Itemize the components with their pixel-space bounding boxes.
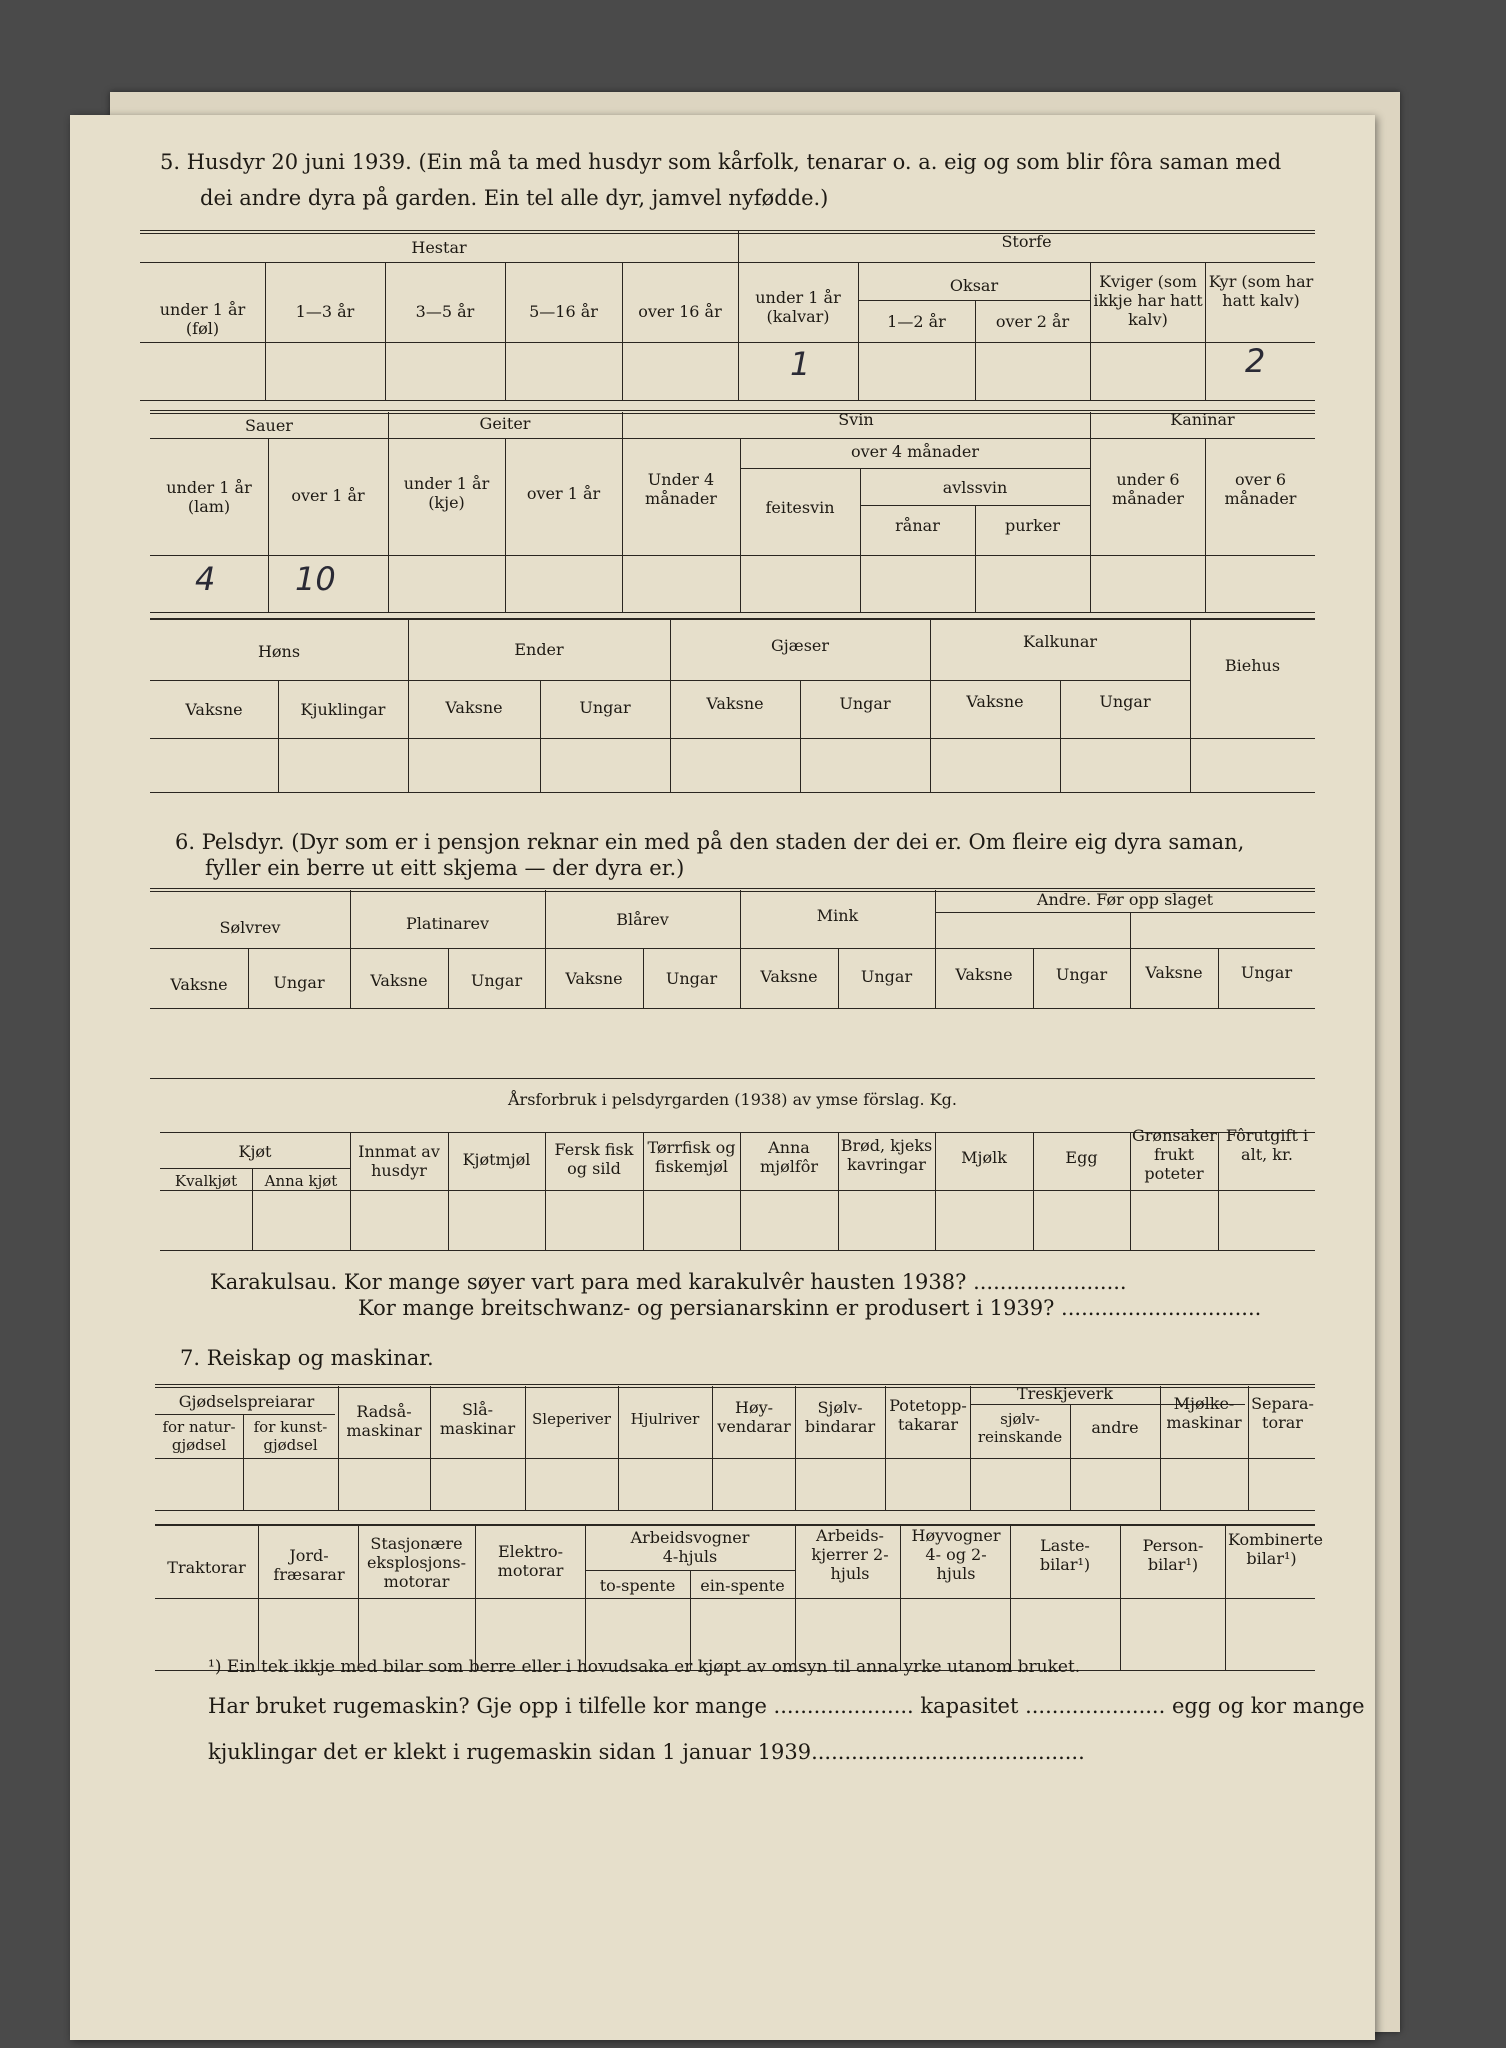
col-mink-ungar: Ungar xyxy=(860,967,913,986)
rule xyxy=(150,948,935,949)
col-jordfresarar: Jord- fræsarar xyxy=(273,1546,345,1585)
rule xyxy=(155,1524,1315,1526)
col-stasjonaere: Stasjonære eksplosjons- motorar xyxy=(366,1534,467,1592)
rule xyxy=(858,300,1090,301)
value-sau-over1: 10 xyxy=(295,560,336,598)
col-kyr: Kyr (som har hatt kalv) xyxy=(1208,272,1314,311)
col-purker: purker xyxy=(1004,516,1060,535)
col-torrfisk: Tørrfisk og fiskemjøl xyxy=(647,1138,736,1177)
divider xyxy=(350,1132,351,1250)
divider xyxy=(1190,620,1191,792)
col-gronsaker: Grønsaker frukt poteter xyxy=(1132,1126,1217,1184)
header-over4: over 4 månader xyxy=(850,442,980,461)
divider xyxy=(1225,1526,1226,1670)
header-gjaeser: Gjæser xyxy=(770,636,830,655)
divider xyxy=(712,1386,713,1510)
col-sjolvrein: sjølv- reinskande xyxy=(977,1410,1063,1446)
rule xyxy=(150,438,1315,439)
col-gjaeser-vaksne: Vaksne xyxy=(706,694,764,713)
divider xyxy=(643,1132,644,1250)
divider xyxy=(1130,912,1131,1008)
col-platinarev-ungar: Ungar xyxy=(470,971,523,990)
col-anna-kjot: Anna kjøt xyxy=(264,1172,338,1190)
col-ender-vaksne: Vaksne xyxy=(445,698,503,717)
header-platinarev: Platinarev xyxy=(406,914,489,933)
divider xyxy=(740,438,741,612)
divider xyxy=(1090,262,1091,400)
divider xyxy=(1120,1526,1121,1670)
col-radsa: Radså- maskinar xyxy=(346,1402,422,1441)
divider xyxy=(738,230,739,400)
divider xyxy=(885,1386,886,1510)
header-geiter: Geiter xyxy=(479,414,531,433)
value-lam: 4 xyxy=(195,560,216,598)
divider xyxy=(338,1386,339,1510)
col-kanin-over6: over 6 månader xyxy=(1224,470,1297,509)
col-lam: under 1 år (lam) xyxy=(166,478,252,517)
col-hoyvend: Høy- vendarar xyxy=(717,1398,791,1437)
col-hjulriver: Hjulriver xyxy=(630,1410,700,1428)
header-hestar: Hestar xyxy=(411,238,467,257)
col-andre2-vaksne: Vaksne xyxy=(1145,963,1203,982)
divider xyxy=(1130,1132,1131,1250)
col-kjuklingar: Kjuklingar xyxy=(300,700,386,719)
header-biehus: Biehus xyxy=(1224,656,1281,675)
rule xyxy=(150,555,1315,556)
col-blarev-vaksne: Vaksne xyxy=(565,969,623,988)
col-svin-under4: Under 4 månader xyxy=(645,470,717,509)
col-mjolk: Mjølk xyxy=(961,1148,1007,1167)
col-geit-over1: over 1 år xyxy=(526,484,601,503)
value-kalvar: 1 xyxy=(790,345,811,383)
divider xyxy=(1160,1386,1161,1510)
divider xyxy=(970,1386,971,1510)
rule xyxy=(150,1008,1315,1009)
col-andre1-vaksne: Vaksne xyxy=(955,965,1013,984)
col-fol: under 1 år (føl) xyxy=(159,300,246,339)
col-kjerrer: Arbeids- kjerrer 2-hjuls xyxy=(811,1526,889,1584)
divider xyxy=(350,890,351,1008)
col-andre1-ungar: Ungar xyxy=(1055,965,1108,984)
col-feitesvin: feitesvin xyxy=(765,498,835,517)
col-oksar-1-2: 1—2 år xyxy=(887,312,946,331)
rule xyxy=(150,612,1315,613)
forbruk-title: Årsforbruk i pelsdyrgarden (1938) av ymse förslag. Kg. xyxy=(508,1090,957,1109)
header-storfe: Storfe xyxy=(1001,232,1052,251)
footnote: ¹) Ein tek ikkje med bilar som berre eller i hovudsaka er kjøpt av omsyn til anna yrke utanom bruket. xyxy=(208,1657,1081,1677)
col-solvrev-vaksne: Vaksne xyxy=(170,975,228,994)
header-solvrev: Sølvrev xyxy=(219,918,281,937)
header-blarev: Blårev xyxy=(616,910,669,929)
divider xyxy=(385,262,386,400)
rule xyxy=(160,1190,1315,1191)
col-kalkunar-vaksne: Vaksne xyxy=(966,692,1024,711)
col-blarev-ungar: Ungar xyxy=(665,969,718,988)
col-gjaeser-ungar: Ungar xyxy=(839,694,891,713)
divider xyxy=(265,262,266,400)
header-hons: Høns xyxy=(257,642,301,661)
rule xyxy=(150,738,1315,739)
col-sjolvbind: Sjølv- bindarar xyxy=(804,1398,876,1437)
rule xyxy=(935,948,1315,949)
col-separatorar: Separa- torar xyxy=(1251,1394,1314,1433)
col-potet: Potetopp- takarar xyxy=(889,1396,967,1435)
section5-title-line1: 5. Husdyr 20 juni 1939. (Ein må ta med husdyr som kårfolk, tenarar o. a. eig og som blir fôra saman med xyxy=(160,150,1282,174)
divider xyxy=(1205,262,1206,400)
section5-title-line2: dei andre dyra på garden. Ein tel alle dyr, jamvel nyfødde.) xyxy=(200,186,829,210)
divider xyxy=(900,1526,901,1670)
col-kvalkjot: Kvalkjøt xyxy=(174,1172,238,1190)
col-kjot: Kjøt xyxy=(238,1142,272,1161)
col-sau-over1: over 1 år xyxy=(291,486,365,505)
divider xyxy=(1205,438,1206,612)
value-kyr: 2 xyxy=(1245,342,1266,380)
header-svin: Svin xyxy=(838,410,874,429)
header-sauer: Sauer xyxy=(245,416,293,435)
divider xyxy=(740,1132,741,1250)
col-tresk-andre: andre xyxy=(1091,1418,1139,1437)
divider xyxy=(268,438,269,612)
divider xyxy=(475,1526,476,1670)
header-oksar: Oksar xyxy=(949,276,999,295)
rule xyxy=(160,1250,1315,1251)
col-egg: Egg xyxy=(1065,1148,1098,1167)
rule xyxy=(150,792,1315,793)
divider xyxy=(585,1526,586,1670)
col-fersk-fisk: Fersk fisk og sild xyxy=(554,1140,634,1179)
divider xyxy=(838,1132,839,1250)
rule xyxy=(155,1458,1315,1459)
col-sleperiver: Sleperiver xyxy=(532,1410,611,1428)
col-kombinerte: Kombinerte bilar¹) xyxy=(1228,1530,1324,1569)
col-mjolkemaskinar: Mjølke- maskinar xyxy=(1166,1394,1242,1433)
rule xyxy=(150,618,1315,620)
rule xyxy=(140,342,1315,343)
divider xyxy=(540,680,541,792)
header-andre: Andre. Før opp slaget xyxy=(1036,890,1214,909)
rugemaskin-line2: kjuklingar det er klekt i rugemaskin sidan 1 januar 1939......................................... xyxy=(208,1740,1085,1764)
col-elektromotorar: Elektro- motorar xyxy=(497,1542,564,1581)
col-lastebilar: Laste- bilar¹) xyxy=(1039,1536,1091,1575)
rugemaskin-line1: Har bruket rugemaskin? Gje opp i tilfelle kor mange ..................... kapasitet ..................... egg og kor mange xyxy=(208,1694,1365,1718)
col-1-3: 1—3 år xyxy=(295,302,355,321)
col-innmat: Innmat av husdyr xyxy=(358,1142,440,1181)
rule xyxy=(140,262,1315,263)
col-hoyvogner: Høyvogner 4- og 2-hjuls xyxy=(911,1526,1001,1584)
col-forutgift: Fôrutgift i alt, kr. xyxy=(1225,1126,1309,1165)
col-hons-vaksne: Vaksne xyxy=(185,700,243,719)
header-mink: Mink xyxy=(816,906,859,925)
divider xyxy=(545,1132,546,1250)
col-kanin-under6: under 6 månader xyxy=(1112,470,1184,509)
rule xyxy=(740,468,1090,469)
col-einspente: ein-spente xyxy=(700,1576,785,1595)
divider xyxy=(1010,1526,1011,1670)
rule xyxy=(160,1168,350,1169)
karakul-line1: Karakulsau. Kor mange søyer vart para med karakulvêr hausten 1938? ....................... xyxy=(210,1270,1127,1294)
divider xyxy=(545,890,546,1008)
col-personbilar: Person- bilar¹) xyxy=(1142,1536,1204,1575)
divider xyxy=(622,412,623,612)
col-kje: under 1 år (kje) xyxy=(403,474,490,513)
rule xyxy=(935,912,1315,913)
divider xyxy=(388,412,389,612)
divider xyxy=(430,1386,431,1510)
col-natur: for natur- gjødsel xyxy=(162,1418,236,1454)
rule xyxy=(140,400,1315,401)
header-arbeidsvogner: Arbeidsvogner 4-hjuls xyxy=(630,1528,750,1567)
col-platinarev-vaksne: Vaksne xyxy=(370,971,428,990)
col-ender-ungar: Ungar xyxy=(579,698,631,717)
col-ranar: rånar xyxy=(895,516,940,535)
divider xyxy=(795,1386,796,1510)
rule xyxy=(155,1598,1315,1599)
col-over16: over 16 år xyxy=(638,302,722,321)
col-solvrev-ungar: Ungar xyxy=(273,973,325,992)
col-brod: Brød, kjeks kavringar xyxy=(840,1136,933,1175)
divider xyxy=(618,1386,619,1510)
divider xyxy=(505,262,506,400)
divider xyxy=(505,438,506,612)
section7-title: 7. Reiskap og maskinar. xyxy=(180,1346,434,1370)
section6-title-line2: fyller ein berre ut eitt skjema — der dyra er.) xyxy=(205,856,685,880)
header-kalkunar: Kalkunar xyxy=(1022,632,1098,651)
col-kalvar: under 1 år (kalvar) xyxy=(755,288,841,327)
col-kjotmjol: Kjøtmjøl xyxy=(462,1150,531,1169)
divider xyxy=(1090,412,1091,612)
divider xyxy=(258,1526,259,1670)
karakul-line2: Kor mange breitschwanz- og persianarskinn er produsert i 1939? .............................. xyxy=(358,1296,1262,1320)
col-sla: Slå- maskinar xyxy=(439,1400,516,1439)
col-kunst: for kunst- gjødsel xyxy=(253,1418,328,1454)
col-mink-vaksne: Vaksne xyxy=(760,967,818,986)
rule xyxy=(155,1414,335,1415)
section6-title-line1: 6. Pelsdyr. (Dyr som er i pensjon reknar ein med på den staden der dei er. Om fleire eig dyra saman, xyxy=(175,830,1245,854)
col-andre2-ungar: Ungar xyxy=(1240,963,1293,982)
header-avlssvin: avlssvin xyxy=(942,478,1008,497)
header-kaninar: Kaninar xyxy=(1170,410,1235,429)
col-tospente: to-spente xyxy=(599,1576,676,1595)
col-kviger: Kviger (som ikkje har hatt kalv) xyxy=(1093,272,1203,330)
divider xyxy=(358,1526,359,1670)
header-treskjeverk: Treskjeverk xyxy=(1017,1384,1113,1403)
rule xyxy=(150,1078,1315,1079)
divider xyxy=(525,1386,526,1510)
rule xyxy=(155,1510,1315,1511)
col-anna-mjol: Anna mjølfôr xyxy=(759,1138,819,1177)
divider xyxy=(795,1526,796,1670)
col-kalkunar-ungar: Ungar xyxy=(1099,692,1151,711)
divider xyxy=(1218,1132,1219,1250)
divider xyxy=(1248,1386,1249,1510)
col-5-16: 5—16 år xyxy=(529,302,598,321)
header-gjodselspreiarar: Gjødselspreiarar xyxy=(178,1392,315,1411)
header-ender: Ender xyxy=(514,640,564,659)
col-3-5: 3—5 år xyxy=(415,302,475,321)
divider xyxy=(622,262,623,400)
col-oksar-over2: over 2 år xyxy=(995,312,1070,331)
divider xyxy=(278,680,279,792)
col-traktorar: Traktorar xyxy=(167,1558,246,1577)
